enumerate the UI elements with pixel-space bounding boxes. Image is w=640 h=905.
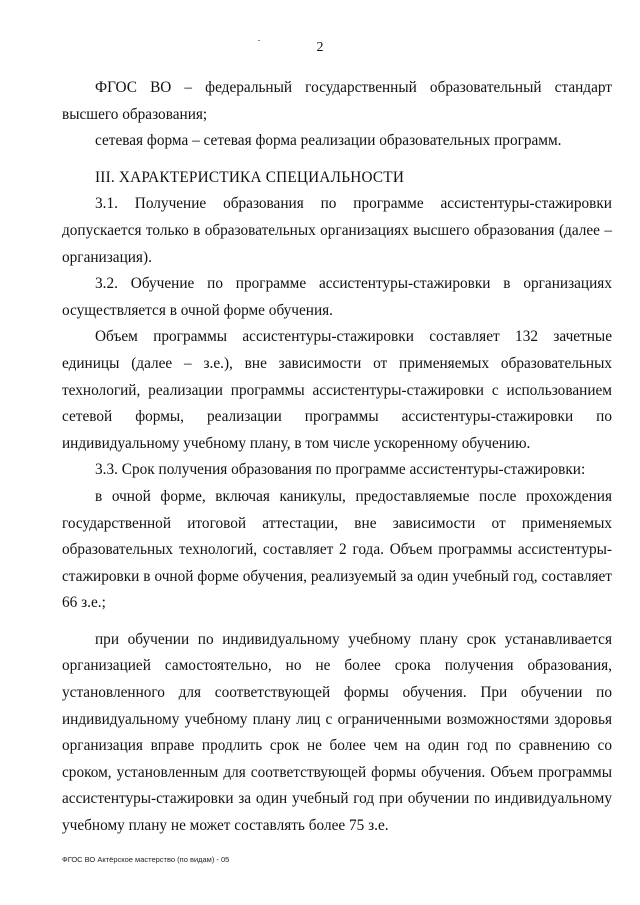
full-time-paragraph: в очной форме, включая каникулы, предоставляемые после прохождения государственной итоговой аттестации, вне зависимости от применяемых образовательных технологий, составляет 2 года. Объем программы ассистентуры-стажировки в очной форме обучения, реализуемый за один учебный год, составляет 66 з.е.;	[62, 487, 612, 612]
page-footer: ФГОС ВО Актёрское мастерство (по видам) - 05	[62, 855, 230, 864]
individual-plan-paragraph: при обучении по индивидуальному учебному плану срок устанавливается организацией самостоятельно, но не более срока получения образования, установленного для соответствующей формы обучения. При обучении по индивидуальному учебному плану лиц с ограниченными возможностями здоровья организация вправе продлить срок не более чем на один год по сравнению со сроком, установленным для соответствующей формы обучения. Объем программы ассистентуры-стажировки за один учебный год при обучении по индивидуальному учебному плану не может составлять более 75 з.е.	[62, 630, 612, 835]
clause-3-2: 3.2. Обучение по программе ассистентуры-стажировки в организациях осуществляется в очной форме обучения.	[62, 275, 612, 319]
definition-network-form: сетевая форма – сетевая форма реализации образовательных программ.	[95, 132, 562, 150]
definition-fgos: ФГОС ВО – федеральный государственный образовательный стандарт высшего образования;	[62, 79, 612, 123]
section-heading: III. ХАРАКТЕРИСТИКА СПЕЦИАЛЬНОСТИ	[95, 168, 405, 186]
page-number: 2	[316, 40, 324, 55]
program-volume-paragraph: Объем программы ассистентуры-стажировки составляет 132 зачетные единицы (далее – з.е.), вне зависимости от применяемых образовательных технологий, реализации программы ассистентуры-стажировки с использованием сетевой формы, реализации программы ассистентуры-стажировки по индивидуальному учебному плану, в том числе ускоренному обучению.	[62, 328, 612, 452]
clause-3-1: 3.1. Получение образования по программе ассистентуры-стажировки допускается только в образовательных организациях высшего образования (далее – организация).	[62, 195, 612, 266]
document-body	[62, 75, 612, 840]
clause-3-3: 3.3. Срок получения образования по программе ассистентуры-стажировки:	[95, 461, 586, 479]
